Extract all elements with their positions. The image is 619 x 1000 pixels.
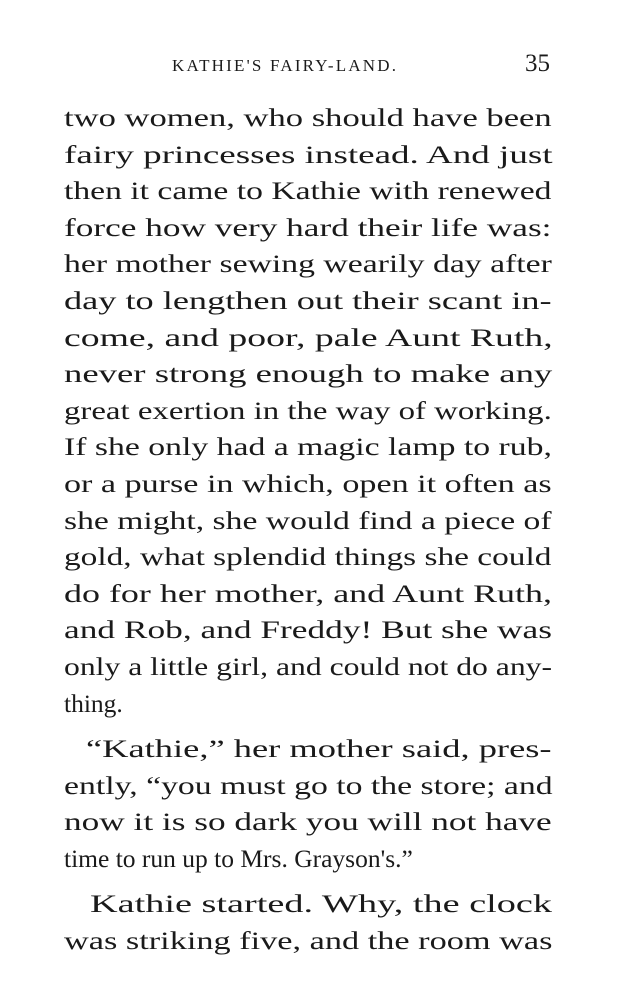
text-line: thing. — [64, 688, 123, 718]
text-line: now it is so dark you will not have — [64, 807, 552, 837]
text-line: ently, “you must go to the store; and — [64, 770, 553, 800]
text-line: two women, who should have been — [64, 103, 552, 132]
text-line: “Kathie,” her mother said, pres- — [86, 734, 552, 763]
text-line: Kathie started. Why, the clock — [90, 889, 553, 918]
page-number: 35 — [525, 50, 550, 77]
text-line: do for her mother, and Aunt Ruth, — [64, 578, 553, 608]
text-line: then it came to Kathie with renewed — [64, 176, 552, 206]
text-line: great exertion in the way of working. — [64, 395, 552, 425]
text-line: never strong enough to make any — [64, 359, 553, 389]
text-line: If she only had a magic lamp to rub, — [64, 432, 552, 462]
text-line: fairy princesses instead. And just — [64, 139, 553, 169]
text-line: time to run up to Mrs. Grayson's.” — [64, 843, 413, 873]
text-line: day to lengthen out their scant in- — [64, 286, 552, 315]
text-line: she might, she would find a piece of — [64, 505, 552, 535]
running-head — [64, 52, 554, 84]
text-line: force how very hard their life was: — [64, 212, 552, 242]
running-title: KATHIE'S FAIRY-LAND. — [172, 56, 399, 75]
text-line: gold, what splendid things she could — [64, 542, 552, 572]
text-line: her mother sewing wearily day after — [64, 249, 552, 279]
text-line: was striking five, and the room was — [64, 925, 553, 955]
text-line: come, and poor, pale Aunt Ruth, — [64, 322, 553, 352]
text-line: only a little girl, and could not do any- — [64, 652, 553, 681]
text-line: and Rob, and Freddy! But she was — [64, 615, 552, 645]
text-line: or a purse in which, open it often as — [64, 469, 552, 498]
